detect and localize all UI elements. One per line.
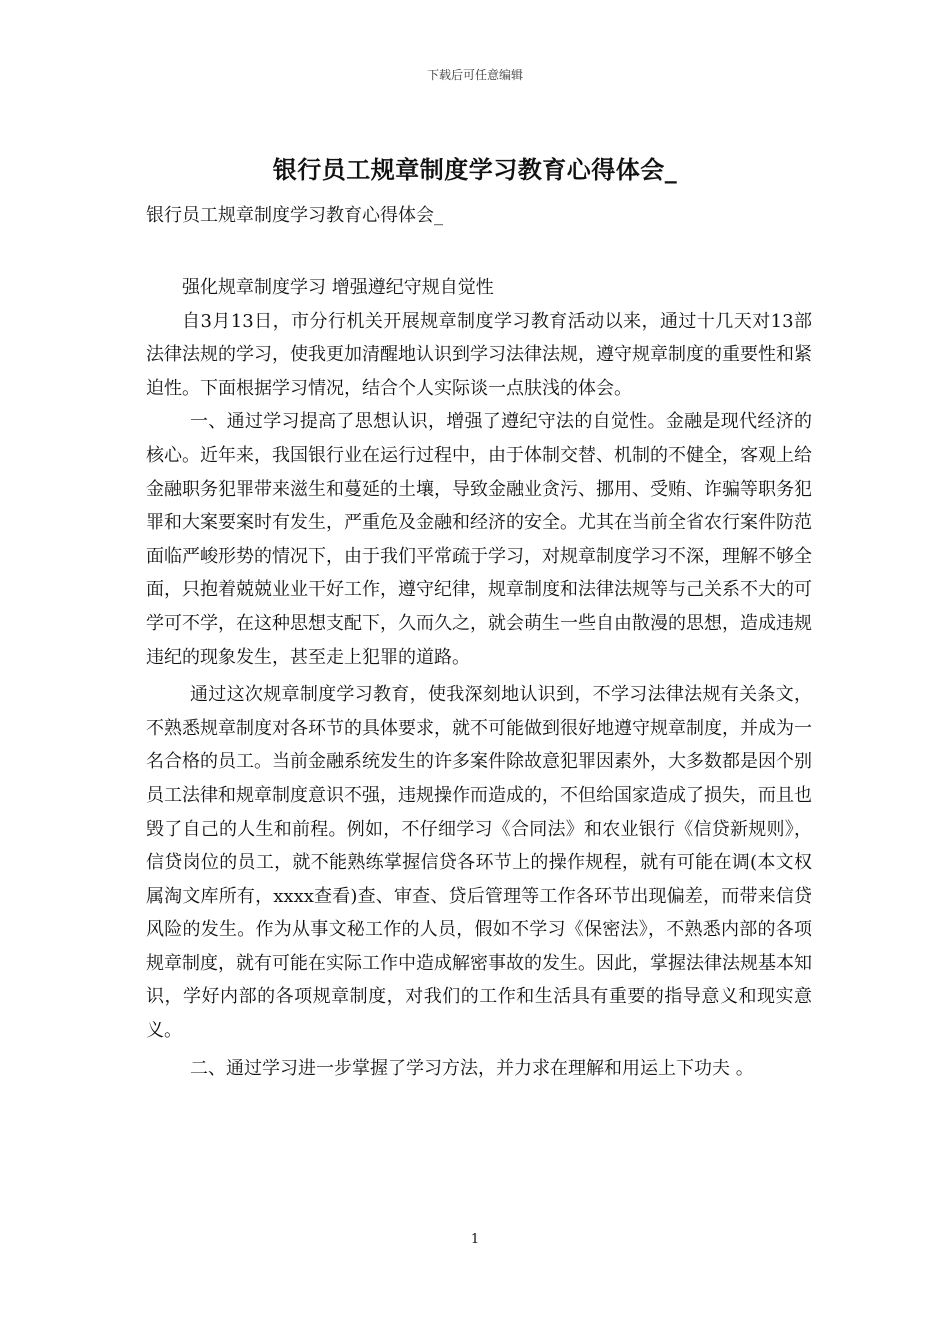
body-paragraph: 一、通过学习提高了思想认识，增强了遵纪守法的自觉性。金融是现代经济的核心。近年来，我国银行业在运行过程中，由于体制交替、机制的不健全，客观上给金融职务犯罪带来滋生和蔓延的土壤，导致金融业贪污、挪用、受贿、诈骗等职务犯罪和大案要案时有发生，严重危及金融和经济的安全。尤其在当前全省农行案件防范面临严峻形势的情况下，由于我们平常疏于学习，对规章制度学习不深，理解不够全面，只抱着兢兢业业干好工作，遵守纪律，规章制度和法律法规等与己关系不大的可学可不学，在这种思想支配下，久而久之，就会萌生一些自由散漫的思想，造成违规违纪的现象发生，甚至走上犯罪的道路。 xyxy=(146,411,812,668)
page-header-note: 下载后可任意编辑 xyxy=(426,68,523,82)
body-paragraph: 二、通过学习进一步掌握了学习方法，并力求在理解和用运上下功夫 。 xyxy=(190,1057,754,1079)
page-number: 1 xyxy=(470,1232,480,1247)
section-heading: 强化规章制度学习 增强遵纪守规自觉性 xyxy=(182,277,494,298)
body-paragraph: 通过这次规章制度学习教育，使我深刻地认识到，不学习法律法规有关条文，不熟悉规章制度对各环节的具体要求，就不可能做到很好地遵守规章制度，并成为一名合格的员工。当前金融系统发生的许多案件除故意犯罪因素外，大多数都是因个别员工法律和规章制度意识不强，违规操作而造成的，不但给国家造成了损失，而且也毁了自己的人生和前程。例如，不仔细学习《合同法》和农业银行《信贷新规则》，信贷岗位的员工，就不能熟练掌握信贷各环节上的操作规程，就有可能在调(本文权属淘文库所有，xxxx查看)查、审查、贷后管理等工作各环节出现偏差，而带来信贷风险的发生。作为从事文秘工作的人员，假如不学习《保密法》，不熟悉内部的各项规章制度，就有可能在实际工作中造成解密事故的发生。因此，掌握法律法规基本知识，学好内部的各项规章制度，对我们的工作和生活具有重要的指导意义和现实意义。 xyxy=(146,684,812,1042)
document-title: 银行员工规章制度学习教育心得体会_ xyxy=(272,155,678,184)
document-body xyxy=(146,271,812,1085)
body-paragraph: 自3月13日，市分行机关开展规章制度学习教育活动以来，通过十几天对13部法律法规的学习，使我更加清醒地认识到学习法律法规，遵守规章制度的重要性和紧迫性。下面根据学习情况，结合个人实际谈一点肤浅的体会。 xyxy=(146,310,812,399)
document-subtitle: 银行员工规章制度学习教育心得体会_ xyxy=(146,205,443,226)
